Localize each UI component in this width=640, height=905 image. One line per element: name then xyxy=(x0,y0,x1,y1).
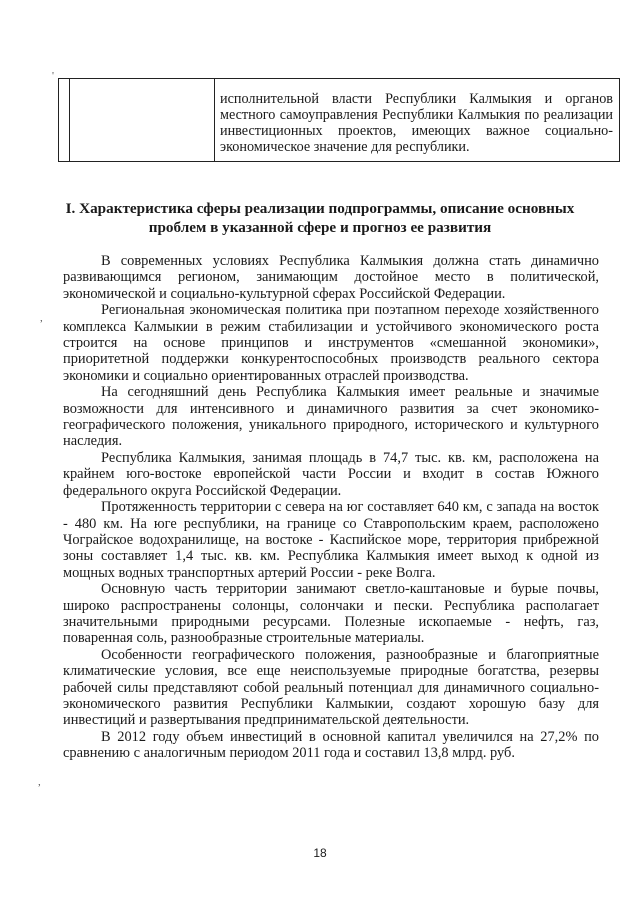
table-fragment xyxy=(58,78,620,162)
table-cell-text: исполнительной власти Республики Калмыкия и органов местного самоуправления Республики Калмыкия по реализации инвестиционных проектов, имеющих важное социально-экономическое значение для республики. xyxy=(220,91,613,155)
scan-speck: , xyxy=(38,776,41,788)
body-text xyxy=(63,253,599,762)
paragraph: Региональная экономическая политика при поэтапном переходе хозяйственного комплекса Калмыкии в режим стабилизации и устойчивого экономического роста строится на основе принципов и инструментов «смешанной экономики», приоритетной поддержки конкурентоспособных производств реального сектора экономики и социально ориентированных отраслей производства. xyxy=(63,302,599,384)
table-cell-label xyxy=(70,79,215,161)
scan-speck: ' xyxy=(52,70,54,82)
paragraph: Республика Калмыкия, занимая площадь в 74,7 тыс. кв. км, расположена на крайнем юго-востоке европейской части России и входит в состав Южного федерального округа Российской Федерации. xyxy=(63,449,599,499)
section-heading: I. Характеристика сферы реализации подпрограммы, описание основных проблем в указанной сфере и прогноз ее развития xyxy=(65,200,575,236)
paragraph: Протяженность территории с севера на юг составляет 640 км, с запада на восток - 480 км. На юге республики, на границе со Ставропольским краем, расположено Чограйское водохранилище, на востоке - Каспийское море, территория прибрежной зоны составляет 1,4 тыс. кв. км. Республика Калмыкия имеет выход к одной из мощных водных транспортных артерий России - реке Волга. xyxy=(63,499,599,581)
paragraph: Основную часть территории занимают светло-каштановые и бурые почвы, широко распространены солонцы, солончаки и пески. Республика располагает значительными природными ресурсами. Полезные ископаемые - нефть, газ, поваренная соль, разнообразные строительные материалы. xyxy=(63,581,599,647)
scan-speck: , xyxy=(40,312,43,324)
page-number: 18 xyxy=(313,846,327,860)
paragraph: Особенности географического положения, разнообразные и благоприятные климатические условия, все еще неиспользуемые природные богатства, резервы рабочей силы представляют собой реальный потенциал для динамичного социально-экономического развития Республики Калмыкии, создают хорошую базу для инвестиций и развертывания предпринимательской деятельности. xyxy=(63,646,599,729)
paragraph: На сегодняшний день Республика Калмыкия имеет реальные и значимые возможности для интенсивного и динамичного развития за счет экономико-географического положения, уникального природного, исторического и культурного наследия. xyxy=(63,384,599,450)
paragraph: В 2012 году объем инвестиций в основной капитал увеличился на 27,2% по сравнению с аналогичным периодом 2011 года и составил 13,8 млрд. руб. xyxy=(63,728,599,762)
paragraph: В современных условиях Республика Калмыкия должна стать динамично развивающимся регионом, занимающим достойное место в политической, экономической и социально-культурной сферах Российской Федерации. xyxy=(63,253,599,302)
table-cell-number xyxy=(59,79,70,161)
